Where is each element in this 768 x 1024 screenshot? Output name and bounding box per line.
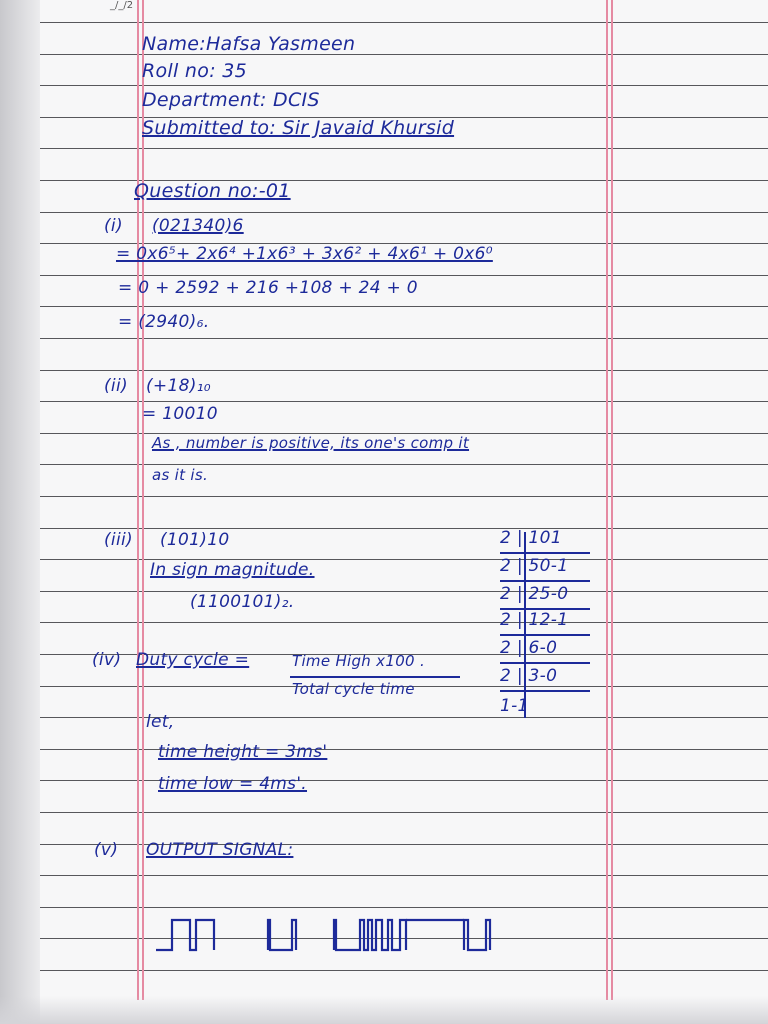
student-name: Name:Hafsa Yasmeen	[142, 33, 356, 55]
right-margin-line	[606, 0, 608, 1000]
ruled-line	[40, 22, 768, 23]
part-iii-expression: (101)10	[160, 530, 230, 550]
ruled-line	[40, 780, 768, 781]
ruled-line	[40, 622, 768, 623]
submitted-to: Submitted to: Sir Javaid Khursid	[142, 117, 455, 139]
ruled-line	[40, 338, 768, 339]
signal-segment-1	[156, 920, 214, 950]
part-iii-method: In sign magnitude.	[150, 560, 315, 580]
signal-segment-2	[268, 920, 296, 950]
division-row: 2 | 6-0	[500, 638, 558, 658]
division-row: 2 | 50-1	[500, 556, 569, 576]
part-ii-label: (ii)	[104, 376, 128, 396]
division-row: 2 | 12-1	[500, 610, 569, 630]
ruled-line	[40, 528, 768, 529]
question-heading: Question no:-01	[134, 180, 291, 202]
part-iii-answer: (1100101)₂.	[190, 592, 295, 612]
fraction-bar	[290, 676, 460, 678]
part-ii-note-line1: As , number is positive, its one's comp it	[152, 434, 470, 452]
signal-segment-4	[464, 920, 490, 950]
division-row: 2 | 25-0	[500, 584, 569, 604]
ruled-line	[40, 148, 768, 149]
ruled-line	[40, 306, 768, 307]
part-i-label: (i)	[104, 216, 123, 236]
time-high: time height = 3ms'	[158, 742, 328, 762]
ruled-line	[40, 275, 768, 276]
lets-label: let,	[146, 712, 175, 732]
division-underline	[500, 580, 590, 582]
ruled-line	[40, 591, 768, 592]
ruled-line	[40, 85, 768, 86]
department: Department: DCIS	[142, 89, 320, 111]
part-v-label: (v)	[94, 840, 119, 860]
output-signal-title: OUTPUT SIGNAL:	[146, 840, 294, 860]
ruled-line	[40, 812, 768, 813]
signal-segment-3	[334, 920, 406, 950]
left-margin-line	[137, 0, 139, 1000]
ruled-line	[40, 875, 768, 876]
duty-cycle-lhs: Duty cycle =	[136, 650, 250, 670]
ruled-line	[40, 370, 768, 371]
duty-cycle-numerator: Time High x100 .	[292, 652, 426, 670]
ruled-line	[40, 749, 768, 750]
roll-number: Roll no: 35	[142, 60, 248, 82]
part-iii-label: (iii)	[104, 530, 133, 550]
ruled-line	[40, 496, 768, 497]
right-margin-line-inner	[611, 0, 613, 1000]
division-underline	[500, 552, 590, 554]
ruled-line	[40, 464, 768, 465]
division-underline	[500, 662, 590, 664]
left-margin-line-inner	[142, 0, 144, 1000]
part-ii-binary: = 10010	[142, 404, 218, 424]
division-row: 1-1	[500, 696, 529, 716]
ruled-line	[40, 401, 768, 402]
part-iv-label: (iv)	[92, 650, 122, 670]
time-low: time low = 4ms'.	[158, 774, 308, 794]
part-i-step2: = 0 + 2592 + 216 +108 + 24 + 0	[118, 278, 418, 298]
part-ii-expression: (+18)₁₀	[146, 376, 211, 396]
ruled-line	[40, 907, 768, 908]
part-i-expression: (021340)6	[152, 216, 244, 236]
output-signal-waveform	[150, 912, 510, 962]
division-row: 2 | 3-0	[500, 666, 558, 686]
division-row: 2 | 101	[500, 528, 562, 548]
page-edge-shadow	[0, 0, 40, 1024]
ruled-line	[40, 970, 768, 971]
date-mark: _/_/2	[110, 0, 134, 11]
duty-cycle-denominator: Total cycle time	[292, 680, 415, 698]
part-i-result: = (2940)₆.	[118, 312, 210, 332]
part-i-step1: = 0x6⁵+ 2x6⁴ +1x6³ + 3x6² + 4x6¹ + 0x6⁰	[116, 244, 493, 264]
page-bottom-shadow	[0, 996, 768, 1024]
ruled-line	[40, 212, 768, 213]
division-underline	[500, 690, 590, 692]
part-ii-note-line2: as it is.	[152, 466, 209, 484]
division-underline	[500, 634, 590, 636]
